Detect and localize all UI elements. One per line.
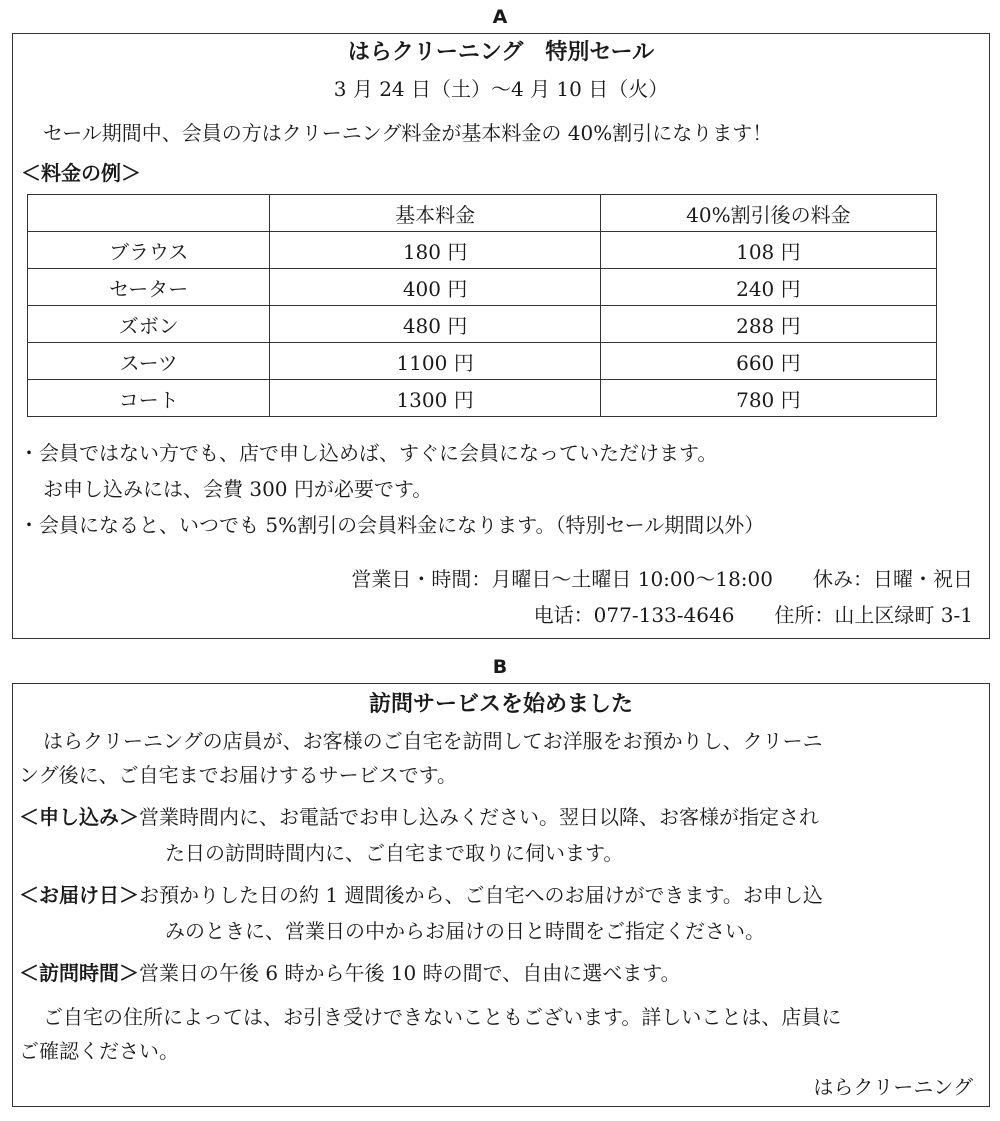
table-cell-base-price: 180 円 — [270, 232, 600, 269]
table-row — [28, 343, 937, 380]
visit-text: 営業日の午後 6 時から午後 10 時の間で、自由に選べます。 — [139, 961, 681, 985]
table-header-row — [28, 195, 937, 232]
delivery-text: お預かりした日の約 1 週間後から、ご自宅へのお届けができます。お申し込 — [139, 883, 823, 907]
table-cell-sale-price: 288 円 — [600, 306, 936, 343]
apply-row — [19, 802, 819, 832]
table-cell-sale-price: 108 円 — [600, 232, 936, 269]
delivery-label: ＜お届け日＞ — [19, 883, 139, 907]
table-cell-base-price: 400 円 — [270, 269, 600, 306]
membership-note-1-cont: お申し込みには、会費 300 円が必要です。 — [43, 477, 433, 501]
closing-line1: ご自宅の住所によっては、お引き受けできないこともございます。詳しいことは、店員に — [43, 1005, 842, 1029]
apply-text: 営業時間内に、お電話でお申し込みください。翌日以降、お客様が指定され — [139, 805, 819, 829]
table-row — [28, 306, 937, 343]
price-table — [27, 194, 937, 417]
table-cell-item: スーツ — [28, 343, 270, 380]
membership-note-1: ・会員ではない方でも、店で申し込めば、すぐに会員になっていただけます。 — [19, 441, 718, 465]
table-header-cell: 40%割引後の料金 — [600, 195, 936, 232]
membership-note-2: ・会員になると、いつでも 5%割引の会員料金になります。（特別セール期間以外） — [19, 513, 765, 537]
table-header-cell — [28, 195, 270, 232]
apply-label: ＜申し込み＞ — [19, 805, 139, 829]
price-table-heading: ＜料金の例＞ — [21, 161, 141, 185]
shop-signature: はらクリーニング — [813, 1075, 973, 1099]
table-cell-item: ブラウス — [28, 232, 270, 269]
service-title: 訪問サービスを始めました — [368, 692, 633, 717]
table-cell-base-price: 1300 円 — [270, 380, 600, 417]
closing-line2: ご確認ください。 — [19, 1039, 179, 1063]
table-cell-sale-price: 780 円 — [600, 380, 936, 417]
visit-label: ＜訪問時間＞ — [19, 961, 139, 985]
section-a-label: A — [492, 6, 508, 28]
apply-text-cont: た日の訪問時間内に、ご自宅まで取りに伺います。 — [165, 841, 624, 865]
section-b-label: B — [492, 656, 508, 678]
table-cell-sale-price: 240 円 — [600, 269, 936, 306]
delivery-row — [19, 880, 823, 910]
sale-intro: セール期間中、会員の方はクリーニング料金が基本料金の 40%割引になります！ — [43, 121, 773, 145]
table-cell-base-price: 480 円 — [270, 306, 600, 343]
table-cell-sale-price: 660 円 — [600, 343, 936, 380]
table-row — [28, 232, 937, 269]
table-header-cell: 基本料金 — [270, 195, 600, 232]
table-cell-base-price: 1100 円 — [270, 343, 600, 380]
table-cell-item: コート — [28, 380, 270, 417]
section-a-box — [12, 33, 990, 639]
service-intro-line2: ング後に、ご自宅までお届けするサービスです。 — [19, 763, 457, 787]
table-row — [28, 269, 937, 306]
sale-period: 3 月 24 日（土）～4 月 10 日（火） — [333, 77, 669, 101]
section-b-box — [12, 683, 990, 1107]
table-cell-item: セーター — [28, 269, 270, 306]
table-row — [28, 380, 937, 417]
delivery-text-cont: みのときに、営業日の中からお届けの日と時間をご指定ください。 — [165, 919, 765, 943]
service-intro-line1: はらクリーニングの店員が、お客様のご自宅を訪問してお洋服をお預かりし、クリーニ — [43, 729, 823, 753]
contact-info: 电话：077-133-4646 住所：山上区绿町 3-1 — [533, 603, 973, 627]
table-cell-item: ズボン — [28, 306, 270, 343]
business-hours: 営業日・時間：月曜日～土曜日 10:00～18:00 休み：日曜・祝日 — [351, 567, 973, 591]
visit-row — [19, 958, 681, 988]
sale-title: はらクリーニング 特別セール — [347, 40, 655, 65]
